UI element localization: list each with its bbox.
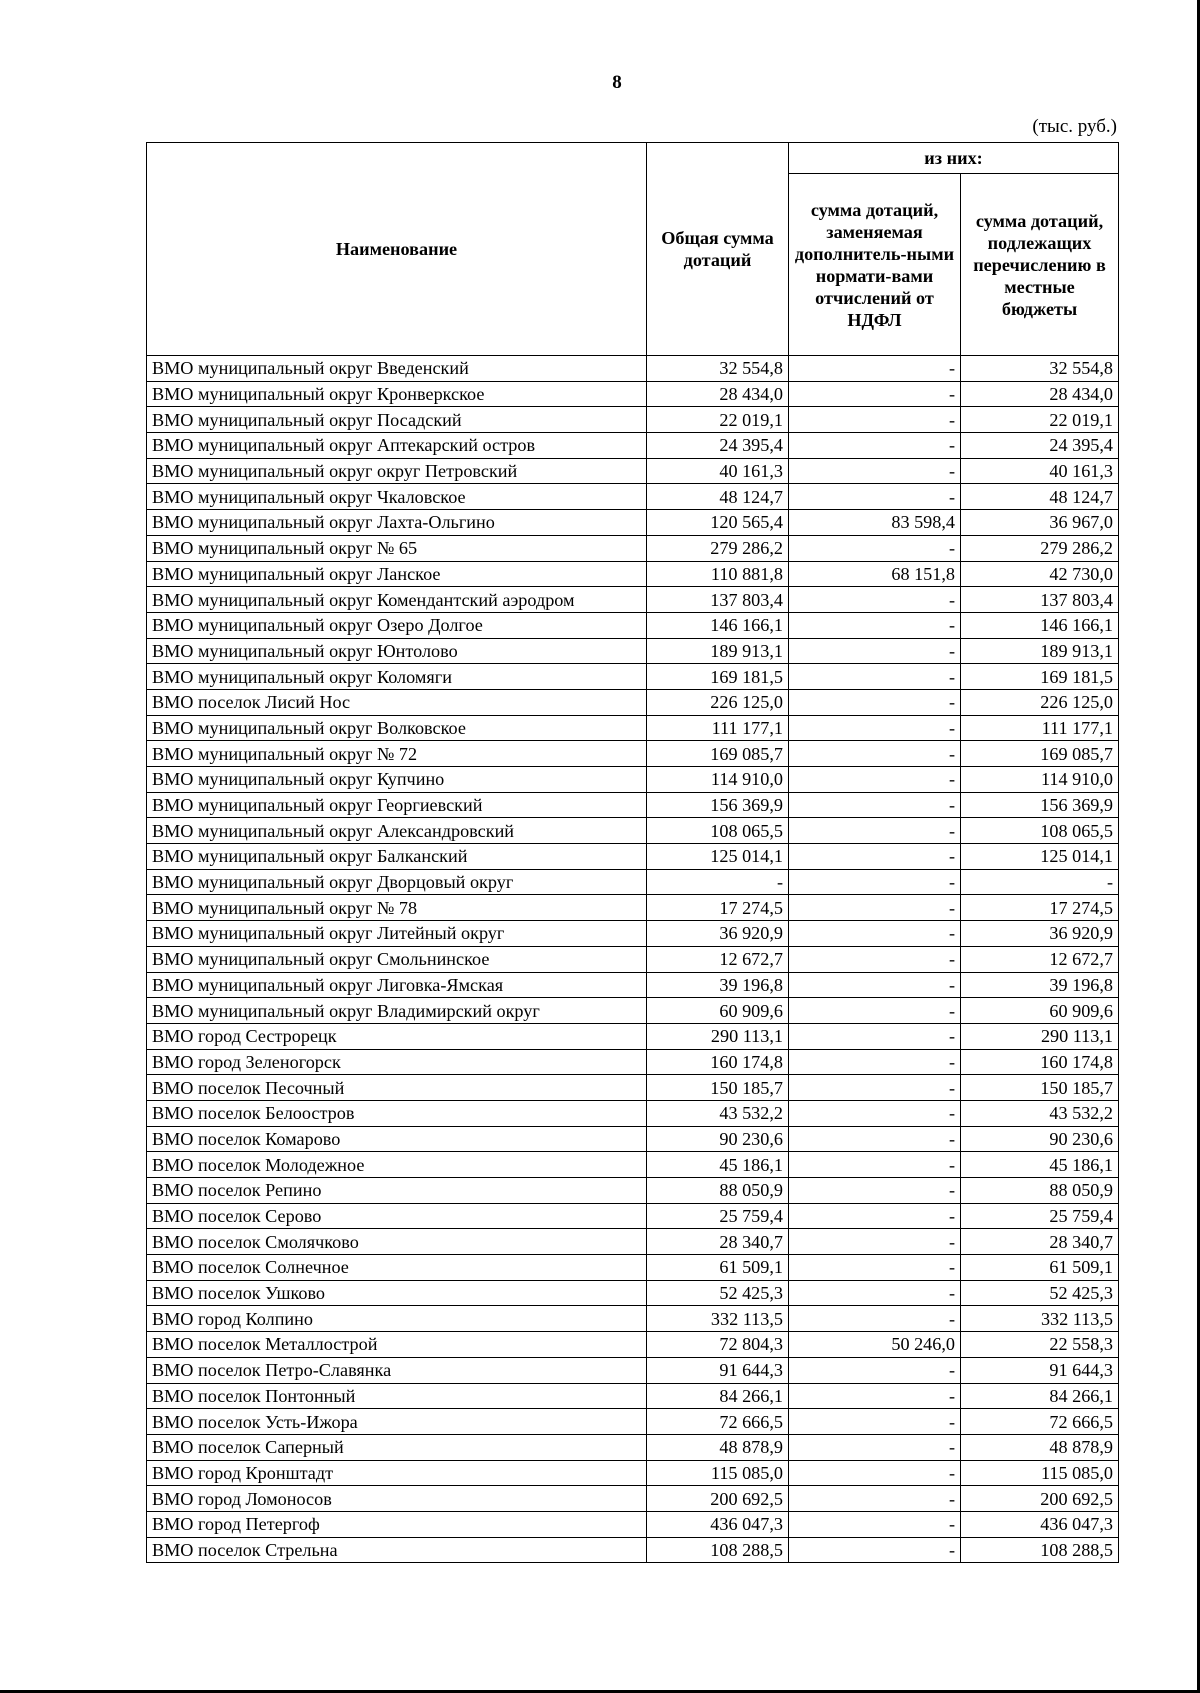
total-subsidy-cell: 24 395,4 [647, 433, 789, 459]
municipality-name-cell: ВМО муниципальный округ Введенский [147, 356, 647, 382]
municipality-name-cell: ВМО поселок Ушково [147, 1280, 647, 1306]
local-budget-cell: 12 672,7 [961, 946, 1119, 972]
local-budget-cell: 156 369,9 [961, 792, 1119, 818]
total-subsidy-cell: 146 166,1 [647, 612, 789, 638]
total-subsidy-cell: 22 019,1 [647, 407, 789, 433]
local-budget-cell: 22 019,1 [961, 407, 1119, 433]
municipality-name-cell: ВМО поселок Металлострой [147, 1332, 647, 1358]
municipality-name-cell: ВМО муниципальный округ Литейный округ [147, 921, 647, 947]
total-subsidy-cell: 137 803,4 [647, 587, 789, 613]
ndfl-replaced-cell: - [789, 921, 961, 947]
total-subsidy-cell: 25 759,4 [647, 1203, 789, 1229]
municipality-name-cell: ВМО поселок Белоостров [147, 1100, 647, 1126]
ndfl-replaced-cell: - [789, 895, 961, 921]
ndfl-replaced-cell: 68 151,8 [789, 561, 961, 587]
local-budget-cell: 61 509,1 [961, 1255, 1119, 1281]
ndfl-replaced-cell: - [789, 612, 961, 638]
municipality-name-cell: ВМО муниципальный округ Дворцовый округ [147, 869, 647, 895]
table-row [147, 767, 1119, 793]
ndfl-replaced-cell: - [789, 433, 961, 459]
ndfl-replaced-cell: - [789, 1511, 961, 1537]
header-of-them: из них: [789, 143, 1119, 174]
table-row [147, 1357, 1119, 1383]
local-budget-cell: 52 425,3 [961, 1280, 1119, 1306]
table-row [147, 1434, 1119, 1460]
local-budget-cell: 60 909,6 [961, 998, 1119, 1024]
table-row [147, 1203, 1119, 1229]
total-subsidy-cell: 40 161,3 [647, 458, 789, 484]
page-number: 8 [612, 72, 622, 93]
municipality-name-cell: ВМО муниципальный округ Ланское [147, 561, 647, 587]
ndfl-replaced-cell: - [789, 638, 961, 664]
ndfl-replaced-cell: - [789, 1229, 961, 1255]
table-row [147, 561, 1119, 587]
municipality-name-cell: ВМО поселок Серово [147, 1203, 647, 1229]
total-subsidy-cell: 17 274,5 [647, 895, 789, 921]
table-row [147, 1486, 1119, 1512]
municipality-name-cell: ВМО поселок Понтонный [147, 1383, 647, 1409]
local-budget-cell: 137 803,4 [961, 587, 1119, 613]
ndfl-replaced-cell: - [789, 767, 961, 793]
ndfl-replaced-cell: - [789, 1460, 961, 1486]
table-row [147, 1075, 1119, 1101]
table-row [147, 998, 1119, 1024]
municipality-name-cell: ВМО муниципальный округ Волковское [147, 715, 647, 741]
ndfl-replaced-cell: - [789, 972, 961, 998]
total-subsidy-cell: 52 425,3 [647, 1280, 789, 1306]
municipality-name-cell: ВМО муниципальный округ Кронверкское [147, 381, 647, 407]
municipality-name-cell: ВМО город Зеленогорск [147, 1049, 647, 1075]
total-subsidy-cell: 84 266,1 [647, 1383, 789, 1409]
total-subsidy-cell: 125 014,1 [647, 844, 789, 870]
municipality-name-cell: ВМО муниципальный округ Георгиевский [147, 792, 647, 818]
ndfl-replaced-cell: 83 598,4 [789, 510, 961, 536]
municipality-name-cell: ВМО поселок Петро-Славянка [147, 1357, 647, 1383]
municipality-name-cell: ВМО муниципальный округ Коломяги [147, 664, 647, 690]
local-budget-cell: 125 014,1 [961, 844, 1119, 870]
table-row [147, 1178, 1119, 1204]
local-budget-cell: 48 878,9 [961, 1434, 1119, 1460]
total-subsidy-cell: 110 881,8 [647, 561, 789, 587]
ndfl-replaced-cell: - [789, 1255, 961, 1281]
table-row [147, 1126, 1119, 1152]
ndfl-replaced-cell: - [789, 946, 961, 972]
municipality-name-cell: ВМО город Кронштадт [147, 1460, 647, 1486]
local-budget-cell: 40 161,3 [961, 458, 1119, 484]
local-budget-cell: 160 174,8 [961, 1049, 1119, 1075]
local-budget-cell: 146 166,1 [961, 612, 1119, 638]
table-row [147, 356, 1119, 382]
local-budget-cell: 28 340,7 [961, 1229, 1119, 1255]
table-row [147, 612, 1119, 638]
total-subsidy-cell: 60 909,6 [647, 998, 789, 1024]
table-row [147, 921, 1119, 947]
municipality-name-cell: ВМО поселок Репино [147, 1178, 647, 1204]
ndfl-replaced-cell: - [789, 818, 961, 844]
total-subsidy-cell: 45 186,1 [647, 1152, 789, 1178]
total-subsidy-cell: 28 434,0 [647, 381, 789, 407]
ndfl-replaced-cell: - [789, 1409, 961, 1435]
local-budget-cell: 39 196,8 [961, 972, 1119, 998]
local-budget-cell: 111 177,1 [961, 715, 1119, 741]
table-row [147, 972, 1119, 998]
local-budget-cell: 24 395,4 [961, 433, 1119, 459]
ndfl-replaced-cell: - [789, 407, 961, 433]
local-budget-cell: 91 644,3 [961, 1357, 1119, 1383]
table-row [147, 715, 1119, 741]
table-row [147, 1100, 1119, 1126]
units-label: (тыс. руб.) [1032, 116, 1117, 137]
table-row [147, 946, 1119, 972]
municipality-name-cell: ВМО муниципальный округ Юнтолово [147, 638, 647, 664]
table-row [147, 407, 1119, 433]
total-subsidy-cell: 91 644,3 [647, 1357, 789, 1383]
table-row [147, 1383, 1119, 1409]
total-subsidy-cell: 108 288,5 [647, 1537, 789, 1563]
table-row [147, 1280, 1119, 1306]
municipality-name-cell: ВМО муниципальный округ Балканский [147, 844, 647, 870]
total-subsidy-cell: 48 124,7 [647, 484, 789, 510]
local-budget-cell: 189 913,1 [961, 638, 1119, 664]
total-subsidy-cell: - [647, 869, 789, 895]
ndfl-replaced-cell: - [789, 1537, 961, 1563]
total-subsidy-cell: 72 804,3 [647, 1332, 789, 1358]
ndfl-replaced-cell: - [789, 458, 961, 484]
municipality-name-cell: ВМО муниципальный округ Лиговка-Ямская [147, 972, 647, 998]
municipality-name-cell: ВМО поселок Стрельна [147, 1537, 647, 1563]
total-subsidy-cell: 108 065,5 [647, 818, 789, 844]
municipality-name-cell: ВМО муниципальный округ Смольнинское [147, 946, 647, 972]
municipality-name-cell: ВМО поселок Молодежное [147, 1152, 647, 1178]
municipality-name-cell: ВМО поселок Лисий Нос [147, 689, 647, 715]
local-budget-cell: 88 050,9 [961, 1178, 1119, 1204]
total-subsidy-cell: 28 340,7 [647, 1229, 789, 1255]
local-budget-cell: 22 558,3 [961, 1332, 1119, 1358]
total-subsidy-cell: 279 286,2 [647, 535, 789, 561]
municipality-name-cell: ВМО муниципальный округ Чкаловское [147, 484, 647, 510]
local-budget-cell: 200 692,5 [961, 1486, 1119, 1512]
ndfl-replaced-cell: - [789, 664, 961, 690]
total-subsidy-cell: 169 181,5 [647, 664, 789, 690]
table-row [147, 792, 1119, 818]
municipality-name-cell: ВМО поселок Песочный [147, 1075, 647, 1101]
municipality-name-cell: ВМО муниципальный округ Владимирский округ [147, 998, 647, 1024]
ndfl-replaced-cell: - [789, 1383, 961, 1409]
ndfl-replaced-cell: - [789, 1357, 961, 1383]
local-budget-cell: 169 181,5 [961, 664, 1119, 690]
municipality-name-cell: ВМО муниципальный округ Озеро Долгое [147, 612, 647, 638]
ndfl-replaced-cell: - [789, 1280, 961, 1306]
total-subsidy-cell: 150 185,7 [647, 1075, 789, 1101]
ndfl-replaced-cell: - [789, 535, 961, 561]
total-subsidy-cell: 332 113,5 [647, 1306, 789, 1332]
table-row [147, 844, 1119, 870]
ndfl-replaced-cell: - [789, 1126, 961, 1152]
municipality-name-cell: ВМО поселок Комарово [147, 1126, 647, 1152]
table-row [147, 869, 1119, 895]
municipality-name-cell: ВМО поселок Усть-Ижора [147, 1409, 647, 1435]
ndfl-replaced-cell: - [789, 715, 961, 741]
local-budget-cell: 150 185,7 [961, 1075, 1119, 1101]
total-subsidy-cell: 61 509,1 [647, 1255, 789, 1281]
total-subsidy-cell: 36 920,9 [647, 921, 789, 947]
municipality-name-cell: ВМО муниципальный округ № 72 [147, 741, 647, 767]
local-budget-cell: 32 554,8 [961, 356, 1119, 382]
table-row [147, 381, 1119, 407]
local-budget-cell: 36 967,0 [961, 510, 1119, 536]
total-subsidy-cell: 160 174,8 [647, 1049, 789, 1075]
total-subsidy-cell: 436 047,3 [647, 1511, 789, 1537]
municipality-name-cell: ВМО муниципальный округ Александровский [147, 818, 647, 844]
ndfl-replaced-cell: - [789, 1434, 961, 1460]
total-subsidy-cell: 88 050,9 [647, 1178, 789, 1204]
table-row [147, 1409, 1119, 1435]
table-row [147, 1332, 1119, 1358]
table-row [147, 433, 1119, 459]
table-row [147, 510, 1119, 536]
total-subsidy-cell: 43 532,2 [647, 1100, 789, 1126]
table-row [147, 1511, 1119, 1537]
municipality-name-cell: ВМО город Петергоф [147, 1511, 647, 1537]
header-name: Наименование [147, 143, 647, 356]
local-budget-cell: 114 910,0 [961, 767, 1119, 793]
ndfl-replaced-cell: - [789, 1049, 961, 1075]
local-budget-cell: 169 085,7 [961, 741, 1119, 767]
table-row [147, 818, 1119, 844]
local-budget-cell: 43 532,2 [961, 1100, 1119, 1126]
ndfl-replaced-cell: - [789, 741, 961, 767]
local-budget-cell: 226 125,0 [961, 689, 1119, 715]
local-budget-cell: 84 266,1 [961, 1383, 1119, 1409]
table-row [147, 587, 1119, 613]
municipality-name-cell: ВМО муниципальный округ № 78 [147, 895, 647, 921]
local-budget-cell: 279 286,2 [961, 535, 1119, 561]
ndfl-replaced-cell: - [789, 1178, 961, 1204]
total-subsidy-cell: 111 177,1 [647, 715, 789, 741]
ndfl-replaced-cell: - [789, 484, 961, 510]
table-row [147, 638, 1119, 664]
municipality-name-cell: ВМО город Сестрорецк [147, 1023, 647, 1049]
ndfl-replaced-cell: - [789, 1203, 961, 1229]
table-row [147, 689, 1119, 715]
ndfl-replaced-cell: - [789, 689, 961, 715]
table-row [147, 1537, 1119, 1563]
ndfl-replaced-cell: - [789, 356, 961, 382]
total-subsidy-cell: 290 113,1 [647, 1023, 789, 1049]
table-row [147, 458, 1119, 484]
table-row [147, 484, 1119, 510]
local-budget-cell: 36 920,9 [961, 921, 1119, 947]
total-subsidy-cell: 114 910,0 [647, 767, 789, 793]
total-subsidy-cell: 12 672,7 [647, 946, 789, 972]
local-budget-cell: 108 288,5 [961, 1537, 1119, 1563]
table-row [147, 1152, 1119, 1178]
total-subsidy-cell: 169 085,7 [647, 741, 789, 767]
ndfl-replaced-cell: - [789, 998, 961, 1024]
municipality-name-cell: ВМО город Ломоносов [147, 1486, 647, 1512]
total-subsidy-cell: 189 913,1 [647, 638, 789, 664]
table-row [147, 741, 1119, 767]
municipality-name-cell: ВМО муниципальный округ Купчино [147, 767, 647, 793]
table-row [147, 1023, 1119, 1049]
subsidies-table [146, 142, 1119, 1563]
ndfl-replaced-cell: - [789, 1306, 961, 1332]
municipality-name-cell: ВМО город Колпино [147, 1306, 647, 1332]
municipality-name-cell: ВМО поселок Саперный [147, 1434, 647, 1460]
total-subsidy-cell: 226 125,0 [647, 689, 789, 715]
local-budget-cell: 42 730,0 [961, 561, 1119, 587]
table-row [147, 1460, 1119, 1486]
municipality-name-cell: ВМО муниципальный округ № 65 [147, 535, 647, 561]
ndfl-replaced-cell: - [789, 587, 961, 613]
ndfl-replaced-cell: - [789, 1075, 961, 1101]
ndfl-replaced-cell: - [789, 1486, 961, 1512]
total-subsidy-cell: 200 692,5 [647, 1486, 789, 1512]
municipality-name-cell: ВМО поселок Солнечное [147, 1255, 647, 1281]
ndfl-replaced-cell: - [789, 844, 961, 870]
total-subsidy-cell: 48 878,9 [647, 1434, 789, 1460]
total-subsidy-cell: 90 230,6 [647, 1126, 789, 1152]
ndfl-replaced-cell: - [789, 1100, 961, 1126]
municipality-name-cell: ВМО муниципальный округ Аптекарский остров [147, 433, 647, 459]
ndfl-replaced-cell: - [789, 792, 961, 818]
local-budget-cell: 17 274,5 [961, 895, 1119, 921]
local-budget-cell: 115 085,0 [961, 1460, 1119, 1486]
table-row [147, 1255, 1119, 1281]
table-row [147, 1049, 1119, 1075]
total-subsidy-cell: 115 085,0 [647, 1460, 789, 1486]
table-row [147, 1306, 1119, 1332]
municipality-name-cell: ВМО муниципальный округ Посадский [147, 407, 647, 433]
local-budget-cell: 108 065,5 [961, 818, 1119, 844]
header-ndfl: сумма дотаций, заменяемая дополнитель-ными нормати-вами отчислений от НДФЛ [789, 174, 961, 356]
header-local: сумма дотаций, подлежащих перечислению в местные бюджеты [961, 174, 1119, 356]
total-subsidy-cell: 72 666,5 [647, 1409, 789, 1435]
local-budget-cell: 48 124,7 [961, 484, 1119, 510]
table-row [147, 895, 1119, 921]
header-total: Общая сумма дотаций [647, 143, 789, 356]
local-budget-cell: 90 230,6 [961, 1126, 1119, 1152]
municipality-name-cell: ВМО поселок Смолячково [147, 1229, 647, 1255]
total-subsidy-cell: 32 554,8 [647, 356, 789, 382]
table-header [147, 143, 1119, 356]
total-subsidy-cell: 120 565,4 [647, 510, 789, 536]
table-row [147, 535, 1119, 561]
table-body [147, 356, 1119, 1563]
total-subsidy-cell: 156 369,9 [647, 792, 789, 818]
ndfl-replaced-cell: - [789, 381, 961, 407]
ndfl-replaced-cell: - [789, 869, 961, 895]
local-budget-cell: - [961, 869, 1119, 895]
table-row [147, 1229, 1119, 1255]
table-row [147, 664, 1119, 690]
local-budget-cell: 436 047,3 [961, 1511, 1119, 1537]
local-budget-cell: 72 666,5 [961, 1409, 1119, 1435]
municipality-name-cell: ВМО муниципальный округ Комендантский аэродром [147, 587, 647, 613]
total-subsidy-cell: 39 196,8 [647, 972, 789, 998]
municipality-name-cell: ВМО муниципальный округ Лахта-Ольгино [147, 510, 647, 536]
local-budget-cell: 290 113,1 [961, 1023, 1119, 1049]
local-budget-cell: 332 113,5 [961, 1306, 1119, 1332]
municipality-name-cell: ВМО муниципальный округ округ Петровский [147, 458, 647, 484]
ndfl-replaced-cell: - [789, 1152, 961, 1178]
local-budget-cell: 45 186,1 [961, 1152, 1119, 1178]
local-budget-cell: 25 759,4 [961, 1203, 1119, 1229]
ndfl-replaced-cell: - [789, 1023, 961, 1049]
local-budget-cell: 28 434,0 [961, 381, 1119, 407]
ndfl-replaced-cell: 50 246,0 [789, 1332, 961, 1358]
